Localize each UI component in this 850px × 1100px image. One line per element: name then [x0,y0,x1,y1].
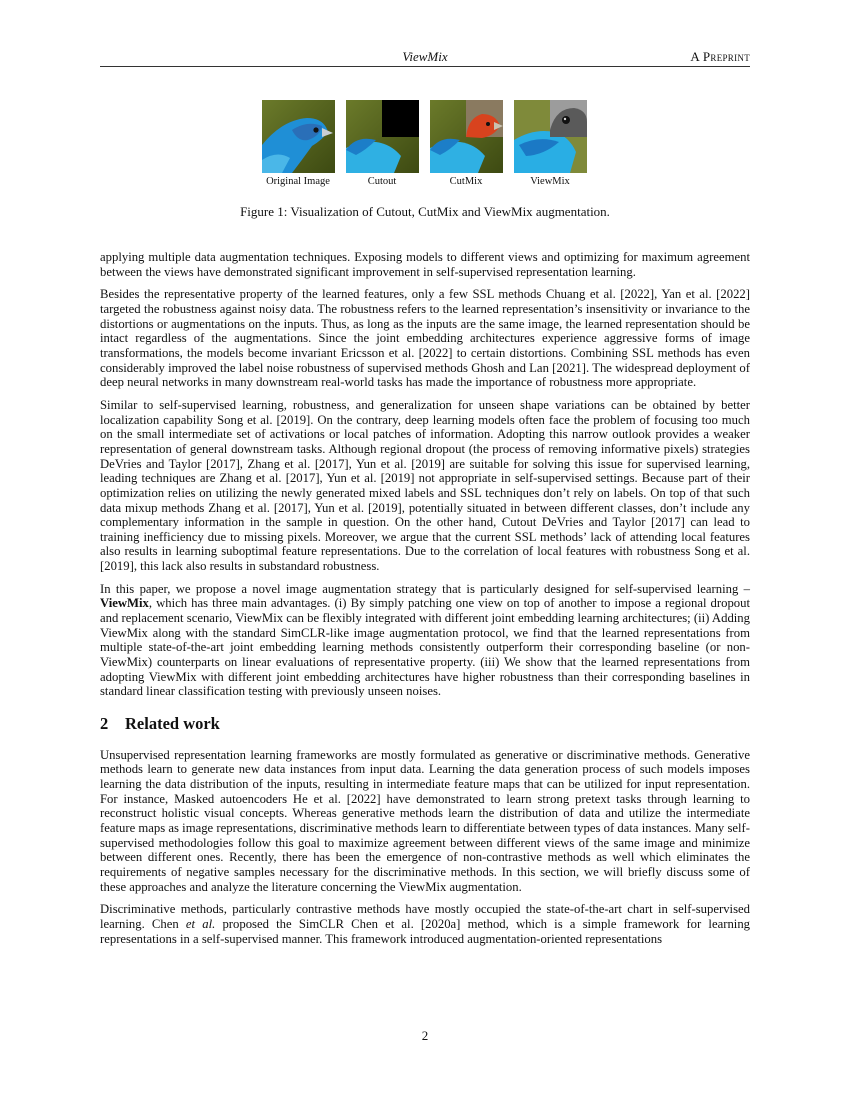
section-heading [100,714,750,734]
figure-label-original: Original Image [266,176,330,187]
paragraph: Unsupervised representation learning frameworks are mostly formulated as generative or discriminative methods. Generative methods learn to generate new data instances from input data. Learning the data generation process of such models imposes learning the data distribution of the inputs, resulting in intermediate feature maps that can be utilized for input representation. For instance, Masked autoencoders He et al. [2022] have demonstrated to learn strong pretext tasks through learning to reconstruct holistic visual concepts. Whereas generative methods learn the distribution of data and utilize the intermediate feature maps as image representations, discriminative methods learn to differentiate between types of data instances. Many self-supervised methodologies follow this goal to maximize agreement between different views of the same image and minimize between different ones. Recently, there has been the emergence of non-contrastive methods as well which eliminates the requirements of negative samples necessary for the discriminative methods. In this section, we will briefly discuss some of these approaches and analyze the literature concerning the ViewMix augmentation. [100,747,750,894]
paragraph [100,902,750,946]
running-header [100,48,750,67]
cutout-bird-image [346,100,419,173]
figure-1 [100,96,750,219]
section-title: Related work [125,714,220,734]
paragraph: applying multiple data augmentation techniques. Exposing models to different views and optimizing for maximum agreement between the views have demonstrated significant improvement in self-supervised representation learning. [100,250,750,279]
paragraph-text: proposed the SimCLR Chen et al. [2020a] method, which is a simple framework for learning representations in a self-supervised manner. This framework introduced augmentation-oriented representations [100,916,751,946]
body-text [100,250,750,954]
original-bird-image [262,100,335,173]
figure-label-cutmix: CutMix [449,176,483,187]
viewmix-bird-image [514,100,587,173]
paragraph: Besides the representative property of the learned features, only a few SSL methods Chuang et al. [2022], Yan et al. [2022] targeted the robustness against noisy data. The robustness refers to the learned representation’s insensitivity or invariance to the distortions or augmentations on the inputs. Thus, as long as the inputs are the same image, the learned representation should be intact regardless of the augmentations. Since the joint embedding architectures experience aggressive forms of image transformations, the models become invariant Ericsson et al. [2022] to certain distortions. Combining SSL methods has even considerably improved the label noise robustness of supervised methods Ghosh and Lan [2021]. The widespread deployment of deep neural networks in many downstream real-world tasks has made the importance of robustness more appropriate. [100,287,750,390]
figure-label-viewmix: ViewMix [530,176,570,187]
paragraph [100,582,750,699]
paragraph: Similar to self-supervised learning, robustness, and generalization for unseen shape variations can be obtained by better localization capability Song et al. [2019]. On the contrary, deep learning models often face the problem of focusing too much on the small intermediate set of activations or local patches of information. Adopting this narrow outlook provides a weaker representation of general downstream tasks. Although regional dropout (the process of removing informative pixels) strategies DeVries and Taylor [2017], Zhang et al. [2017], Yun et al. [2019] are suitable for solving this issue for supervised learning, leading techniques are Zhang et al. [2017], Yun et al. [2019] not appropriate in self-supervised settings. Because part of their optimization relies on utilizing the newly generated mixed labels and SSL techniques don’t rely on labels. On top of that such data mixup methods Zhang et al. [2017], Yun et al. [2019], potentially situated in between different classes, don’t include any complementary information in the sample in question. On the other hand, Cutout DeVries and Taylor [2017] can lead to training inefficiency due to missing pixels. Moreover, we argue that the current SSL methods’ lack of attending local features also results in learning suboptimal feature representations. Due to the correlation of local features with robustness Song et al. [2019], this lack also results in substandard robustness. [100,397,750,574]
figure-image-row [100,96,750,196]
figure-caption: Figure 1: Visualization of Cutout, CutMix and ViewMix augmentation. [240,204,610,219]
header-title: ViewMix [402,49,448,64]
cutmix-bird-image [430,100,503,173]
et-al-term: et al. [185,916,216,931]
paragraph-text: , which has three main advantages. (i) By simply patching one view on top of another to impose a regional dropout and replacement scenario, ViewMix can be flexibly integrated with different joint embedding learning architectures; (ii) Adding ViewMix along with the standard SimCLR-like image augmentation protocol, we find that the learned representations from multiple state-of-the-art joint embedding learning methods consistently outperform their corresponding baseline (or non-ViewMix) counterparts on linear evaluations of representative property. (iii) We show that the learned representations from adopting ViewMix with different joint embedding architectures have higher robustness than their corresponding baselines in standard linear classification testing with previously unseen noises. [100,596,750,699]
section-number: 2 [100,714,109,734]
page-number: 2 [421,1028,429,1043]
figure-label-cutout: Cutout [367,176,397,187]
header-preprint-label: A Preprint [690,49,750,64]
paragraph-text: Discriminative methods, particularly contrastive methods have mostly occupied the state-of-the-art chart in self-supervised learning. Chen [100,902,750,931]
viewmix-term: ViewMix [100,596,149,611]
paragraph-text: In this paper, we propose a novel image augmentation strategy that is particularly designed for self-supervised learning – [100,581,750,596]
